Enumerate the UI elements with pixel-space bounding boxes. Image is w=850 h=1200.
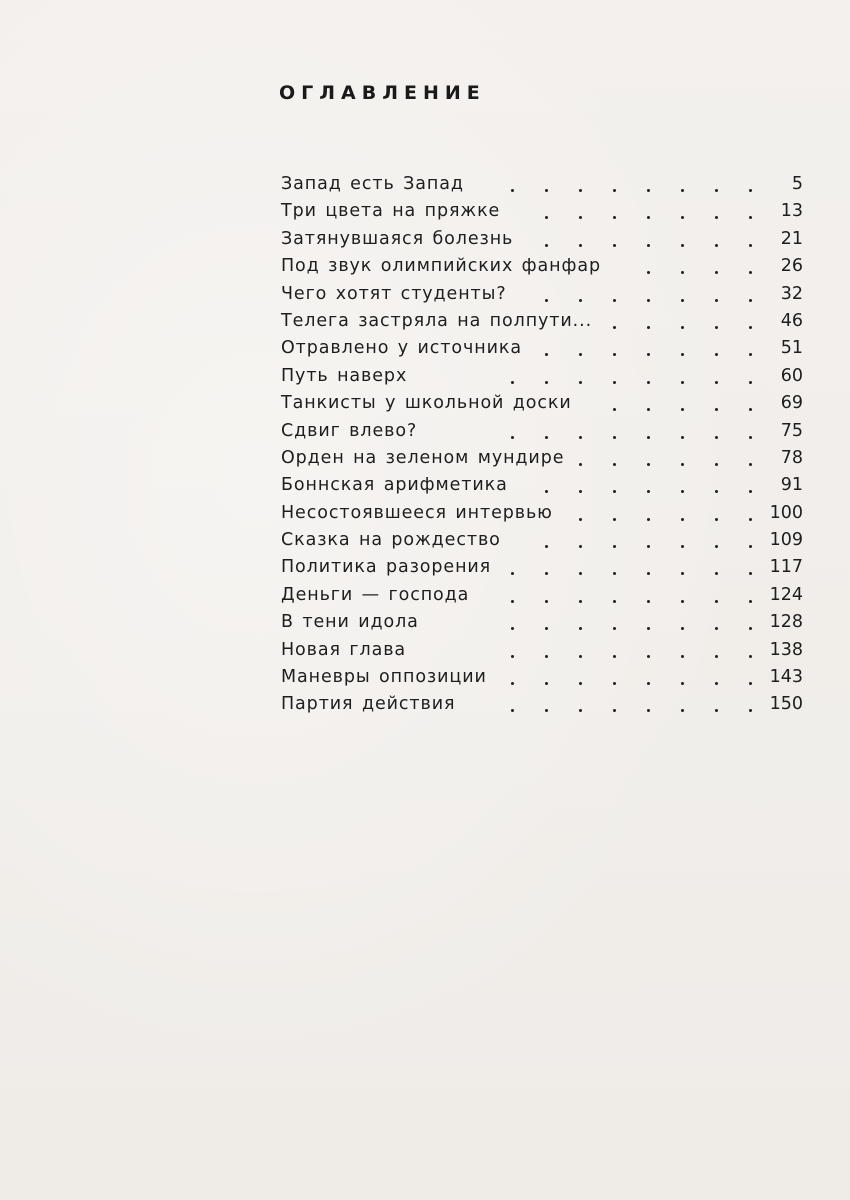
leader-dot — [715, 326, 718, 329]
toc-entry-title: Затянувшаяся болезнь — [281, 228, 514, 249]
leader-dot — [681, 244, 684, 247]
leader-dot — [715, 545, 718, 548]
leader-dot — [647, 627, 650, 630]
leader-dot — [511, 709, 514, 712]
toc-entry — [281, 445, 803, 472]
leader-dot — [613, 381, 616, 384]
table-of-contents — [281, 171, 803, 719]
leader-dot — [647, 189, 650, 192]
toc-entry-title: Под звук олимпийских фанфар — [281, 256, 601, 277]
leader-dot — [749, 326, 752, 329]
leader-dot — [715, 299, 718, 302]
leader-dot — [613, 353, 616, 356]
leader-dot — [613, 709, 616, 712]
leader-dot — [613, 545, 616, 548]
leader-dot — [613, 518, 616, 521]
leader-dot — [613, 572, 616, 575]
toc-entry-page-number: 26 — [780, 256, 803, 277]
leader-dot — [511, 436, 514, 439]
toc-entry — [281, 390, 803, 417]
leader-dot — [579, 627, 582, 630]
leader-dot — [715, 244, 718, 247]
toc-entry-page-number: 117 — [769, 557, 803, 578]
leader-dot — [647, 600, 650, 603]
leader-dot — [647, 463, 650, 466]
leader-dot — [613, 655, 616, 658]
toc-entry-page-number: 128 — [769, 612, 803, 633]
leader-dot — [715, 572, 718, 575]
leader-dot — [511, 600, 514, 603]
leader-dot — [511, 189, 514, 192]
leader-dot — [681, 299, 684, 302]
leader-dot — [579, 682, 582, 685]
leader-dot — [715, 655, 718, 658]
leader-dot — [749, 655, 752, 658]
leader-dot — [579, 600, 582, 603]
toc-entry-title: Политика разорения — [281, 557, 492, 578]
leader-dot — [579, 655, 582, 658]
leader-dot — [715, 271, 718, 274]
leader-dot — [749, 244, 752, 247]
leader-dot — [715, 436, 718, 439]
leader-dot — [681, 216, 684, 219]
toc-entry-page-number: 60 — [780, 365, 803, 386]
toc-entry — [281, 637, 803, 664]
leader-dot — [579, 518, 582, 521]
leader-dot — [647, 326, 650, 329]
toc-entry-page-number: 109 — [769, 530, 803, 551]
leader-dot — [647, 244, 650, 247]
leader-dot — [749, 627, 752, 630]
leader-dot — [715, 600, 718, 603]
toc-entry-page-number: 46 — [780, 310, 803, 331]
leader-dot — [681, 627, 684, 630]
toc-entry-page-number: 143 — [769, 667, 803, 688]
toc-entry-title: Новая глава — [281, 639, 407, 660]
leader-dot — [647, 299, 650, 302]
leader-dot — [613, 326, 616, 329]
leader-dot — [749, 216, 752, 219]
leader-dot — [749, 545, 752, 548]
leader-dot — [681, 463, 684, 466]
leader-dot — [715, 353, 718, 356]
leader-dot — [579, 244, 582, 247]
leader-dot — [647, 408, 650, 411]
leader-dot — [749, 271, 752, 274]
leader-dot — [545, 545, 548, 548]
leader-dot — [579, 709, 582, 712]
leader-dot — [749, 490, 752, 493]
leader-dot — [681, 490, 684, 493]
leader-dot — [613, 244, 616, 247]
toc-entry — [281, 418, 803, 445]
leader-dot — [681, 189, 684, 192]
toc-entry-title: Отравлено у источника — [281, 338, 522, 359]
toc-entry-page-number: 100 — [769, 502, 803, 523]
leader-dot — [613, 299, 616, 302]
toc-entry-page-number: 5 — [791, 174, 803, 194]
toc-entry — [281, 226, 803, 253]
toc-entry — [281, 363, 803, 390]
leader-dot — [681, 545, 684, 548]
leader-dot — [749, 518, 752, 521]
toc-entry — [281, 335, 803, 362]
toc-entry — [281, 281, 803, 308]
leader-dot — [613, 490, 616, 493]
toc-entry — [281, 308, 803, 335]
toc-entry — [281, 472, 803, 499]
toc-entry-page-number: 51 — [780, 338, 803, 359]
toc-entry — [281, 527, 803, 554]
leader-dot — [511, 655, 514, 658]
leader-dot — [545, 436, 548, 439]
toc-entry-title: Три цвета на пряжке — [281, 201, 501, 222]
leader-dot — [647, 216, 650, 219]
leader-dot — [647, 518, 650, 521]
leader-dot — [545, 216, 548, 219]
leader-dot — [681, 326, 684, 329]
toc-entry-title: Сдвиг влево? — [281, 420, 418, 441]
leader-dot — [613, 189, 616, 192]
leader-dot — [681, 518, 684, 521]
toc-entry — [281, 253, 803, 280]
toc-entry — [281, 609, 803, 636]
leader-dot — [579, 381, 582, 384]
leader-dot — [579, 572, 582, 575]
leader-dot — [545, 244, 548, 247]
leader-dot — [613, 600, 616, 603]
leader-dot — [511, 682, 514, 685]
toc-entry-title: Орден на зеленом мундире — [281, 447, 565, 468]
leader-dot — [545, 353, 548, 356]
toc-entry-page-number: 21 — [780, 228, 803, 249]
page-title: ОГЛАВЛЕНИЕ — [279, 82, 486, 104]
leader-dot — [715, 463, 718, 466]
leader-dot — [579, 436, 582, 439]
leader-dot — [579, 216, 582, 219]
leader-dot — [613, 463, 616, 466]
leader-dot — [647, 353, 650, 356]
toc-entry — [281, 500, 803, 527]
leader-dot — [749, 353, 752, 356]
leader-dot — [749, 709, 752, 712]
leader-dot — [681, 436, 684, 439]
leader-dot — [647, 709, 650, 712]
toc-entry-page-number: 13 — [780, 201, 803, 222]
leader-dot — [647, 271, 650, 274]
toc-entry-title: Несостоявшееся интервью — [281, 502, 553, 523]
leader-dot — [545, 299, 548, 302]
toc-entry-title: Маневры оппозиции — [281, 667, 487, 688]
leader-dot — [647, 381, 650, 384]
toc-entry — [281, 554, 803, 581]
leader-dot — [715, 381, 718, 384]
toc-entry-title: Партия действия — [281, 694, 456, 715]
toc-entry-title: Телега застряла на полпути... — [281, 310, 593, 331]
toc-entry-title: Чего хотят студенты? — [281, 283, 507, 304]
leader-dot — [681, 682, 684, 685]
leader-dot — [511, 381, 514, 384]
leader-dot — [681, 408, 684, 411]
leader-dot — [749, 299, 752, 302]
leader-dot — [749, 600, 752, 603]
toc-entry-title: Запад есть Запад — [281, 174, 464, 194]
leader-dot — [749, 381, 752, 384]
toc-entry-title: Боннская арифметика — [281, 475, 508, 496]
leader-dot — [715, 518, 718, 521]
leader-dot — [579, 463, 582, 466]
leader-dot — [681, 271, 684, 274]
toc-entry — [281, 582, 803, 609]
leader-dot — [647, 490, 650, 493]
toc-entry-page-number: 69 — [780, 393, 803, 414]
leader-dot — [681, 353, 684, 356]
toc-entry-page-number: 150 — [769, 694, 803, 715]
leader-dot — [545, 655, 548, 658]
toc-entry-page-number: 78 — [780, 447, 803, 468]
leader-dot — [545, 709, 548, 712]
leader-dot — [749, 189, 752, 192]
leader-dot — [545, 572, 548, 575]
leader-dot — [579, 490, 582, 493]
toc-entry-title: Путь наверх — [281, 365, 408, 386]
leader-dot — [681, 572, 684, 575]
leader-dot — [647, 545, 650, 548]
toc-entry-title: Деньги — господа — [281, 584, 470, 605]
leader-dot — [749, 572, 752, 575]
leader-dot — [749, 463, 752, 466]
leader-dot — [715, 408, 718, 411]
leader-dot — [715, 627, 718, 630]
leader-dot — [579, 545, 582, 548]
toc-entry-title: В тени идола — [281, 612, 419, 633]
leader-dot — [647, 436, 650, 439]
leader-dot — [681, 381, 684, 384]
leader-dot — [579, 189, 582, 192]
toc-entry — [281, 198, 803, 225]
leader-dot — [545, 490, 548, 493]
leader-dot — [647, 572, 650, 575]
toc-entry-page-number: 124 — [769, 584, 803, 605]
toc-entry-title: Сказка на рождество — [281, 530, 501, 551]
leader-dot — [749, 436, 752, 439]
toc-entry-title: Танкисты у школьной доски — [281, 393, 572, 414]
toc-entry — [281, 691, 803, 718]
toc-entry — [281, 171, 803, 198]
leader-dot — [715, 216, 718, 219]
leader-dot — [545, 381, 548, 384]
leader-dot — [647, 655, 650, 658]
leader-dot — [613, 216, 616, 219]
leader-dot — [545, 627, 548, 630]
leader-dot — [579, 299, 582, 302]
leader-dot — [613, 682, 616, 685]
leader-dot — [715, 682, 718, 685]
leader-dot — [511, 572, 514, 575]
leader-dot — [715, 490, 718, 493]
leader-dot — [749, 682, 752, 685]
leader-dot — [613, 627, 616, 630]
leader-dot — [545, 189, 548, 192]
leader-dot — [715, 189, 718, 192]
leader-dot — [647, 682, 650, 685]
leader-dot — [511, 627, 514, 630]
leader-dot — [613, 436, 616, 439]
toc-entry — [281, 664, 803, 691]
toc-entry-page-number: 91 — [780, 475, 803, 496]
leader-dot — [579, 353, 582, 356]
toc-entry-page-number: 75 — [780, 420, 803, 441]
leader-dot — [715, 709, 718, 712]
toc-entry-page-number: 32 — [780, 283, 803, 304]
leader-dot — [681, 709, 684, 712]
leader-dot — [749, 408, 752, 411]
leader-dot — [545, 682, 548, 685]
leader-dot — [613, 408, 616, 411]
leader-dot — [681, 600, 684, 603]
toc-entry-page-number: 138 — [769, 639, 803, 660]
leader-dot — [681, 655, 684, 658]
leader-dot — [545, 600, 548, 603]
